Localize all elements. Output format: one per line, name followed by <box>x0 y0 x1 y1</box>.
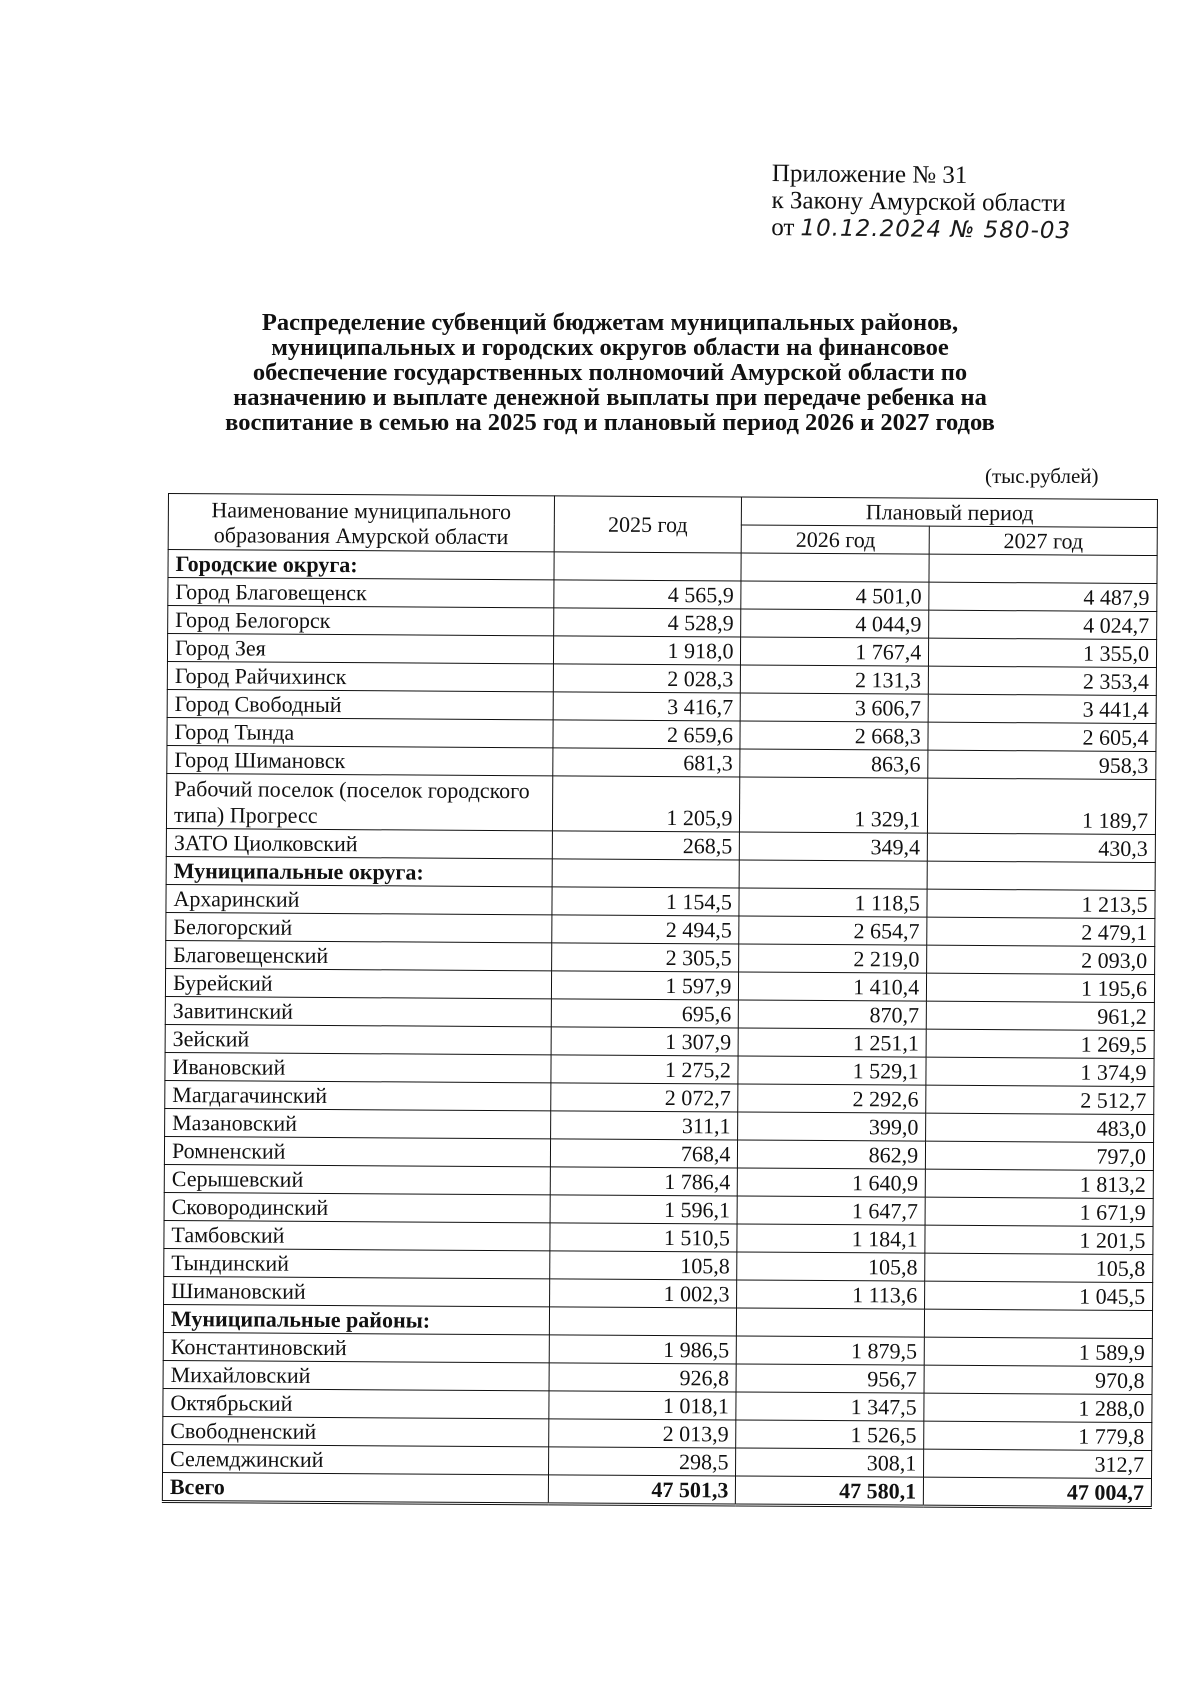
total-2027: 47 004,7 <box>924 1477 1152 1507</box>
total-2026: 47 580,1 <box>736 1476 924 1506</box>
value-2027: 4 487,9 <box>929 582 1157 611</box>
municipality-name: Селемджинский <box>163 1444 549 1474</box>
value-2025: 1 154,5 <box>552 887 740 916</box>
value-2026: 1 184,1 <box>737 1224 925 1253</box>
value-2027: 1 045,5 <box>925 1281 1153 1310</box>
value-2025: 1 275,2 <box>551 1055 739 1084</box>
value-2026: 399,0 <box>738 1112 926 1141</box>
value-2027: 1 201,5 <box>925 1225 1153 1254</box>
value-2027: 1 189,7 <box>928 778 1156 834</box>
value-2025: 2 494,5 <box>551 915 739 944</box>
value-2027: 2 605,4 <box>928 722 1156 751</box>
municipality-name: Октябрьский <box>163 1388 549 1418</box>
municipality-name: Город Благовещенск <box>168 578 554 608</box>
value-2027: 970,8 <box>924 1365 1152 1394</box>
value-2026: 1 526,5 <box>736 1420 924 1449</box>
value-2027: 1 671,9 <box>925 1197 1153 1226</box>
header-municipality: Наименование муниципального образования Амурской области <box>168 494 554 552</box>
section-title: Муниципальные районы: <box>163 1304 549 1334</box>
municipality-name: Город Шимановск <box>167 745 553 775</box>
municipality-name: Завитинский <box>165 996 551 1026</box>
value-2026: 1 347,5 <box>736 1392 924 1421</box>
municipality-name: Город Свободный <box>167 689 553 719</box>
value-2025: 1 510,5 <box>550 1223 738 1252</box>
value-2026: 956,7 <box>736 1364 924 1393</box>
municipality-name: Бурейский <box>165 968 551 998</box>
value-2026: 2 219,0 <box>739 944 927 973</box>
value-2025: 1 205,9 <box>552 776 740 832</box>
units-label: (тыс.рублей) <box>985 464 1099 488</box>
value-2027: 2 353,4 <box>929 666 1157 695</box>
value-2025: 1 307,9 <box>551 1027 739 1056</box>
value-2025: 1 786,4 <box>550 1167 738 1196</box>
value-2025: 2 013,9 <box>548 1419 736 1448</box>
municipality-name: Константиновский <box>163 1332 549 1362</box>
value-2027: 2 479,1 <box>927 917 1155 946</box>
date-prefix: от <box>771 213 795 242</box>
municipality-name: Город Зея <box>167 634 553 664</box>
value-2026: 1 113,6 <box>737 1280 925 1309</box>
document-title <box>150 310 1070 435</box>
value-2027: 3 441,4 <box>928 694 1156 723</box>
value-2025: 1 018,1 <box>549 1391 737 1420</box>
value-2026: 349,4 <box>740 832 928 861</box>
value-2025: 768,4 <box>550 1139 738 1168</box>
value-2025: 1 918,0 <box>553 636 741 665</box>
handwritten-date-number: 10.12.2024 № 580-03 <box>800 215 1072 245</box>
table-row <box>166 773 1155 834</box>
value-2027: 1 374,9 <box>926 1057 1154 1086</box>
municipality-name: Город Тында <box>167 717 553 747</box>
value-2027: 105,8 <box>925 1253 1153 1282</box>
value-2027: 1 269,5 <box>926 1029 1154 1058</box>
value-2025: 695,6 <box>551 999 739 1028</box>
municipality-name: Тындинский <box>164 1248 550 1278</box>
value-2026: 3 606,7 <box>741 693 929 722</box>
value-2025: 2 028,3 <box>553 664 741 693</box>
title-line-4: назначению и выплате денежной выплаты при передаче ребенка на <box>233 384 987 411</box>
municipality-name: Серышевский <box>164 1164 550 1194</box>
value-2026: 4 501,0 <box>741 581 929 610</box>
municipality-name: Тамбовский <box>164 1220 550 1250</box>
appendix-number: Приложение № 31 <box>771 160 968 190</box>
municipality-name: Белогорский <box>166 912 552 942</box>
value-2025: 268,5 <box>552 831 740 860</box>
value-2025: 1 596,1 <box>550 1195 738 1224</box>
value-2025: 2 659,6 <box>553 720 741 749</box>
empty-cell <box>929 554 1157 583</box>
municipality-name: Рабочий поселок (поселок городского типа) Прогресс <box>166 773 552 830</box>
empty-cell <box>549 1307 737 1336</box>
value-2025: 298,5 <box>548 1447 736 1476</box>
value-2025: 2 305,5 <box>551 943 739 972</box>
value-2026: 862,9 <box>738 1140 926 1169</box>
value-2025: 311,1 <box>550 1111 738 1140</box>
subsidy-table <box>162 493 1158 1509</box>
value-2026: 4 044,9 <box>741 609 929 638</box>
value-2026: 2 668,3 <box>740 721 928 750</box>
section-title: Муниципальные округа: <box>166 856 552 886</box>
municipality-name: Мазановский <box>165 1108 551 1138</box>
value-2025: 3 416,7 <box>553 692 741 721</box>
value-2027: 2 512,7 <box>926 1085 1154 1114</box>
municipality-name: Город Райчихинск <box>167 661 553 691</box>
value-2027: 1 779,8 <box>924 1421 1152 1450</box>
value-2027: 958,3 <box>928 750 1156 779</box>
value-2025: 105,8 <box>549 1251 737 1280</box>
value-2027: 1 288,0 <box>924 1393 1152 1422</box>
header-2027: 2027 год <box>929 526 1157 555</box>
value-2025: 1 002,3 <box>549 1279 737 1308</box>
value-2027: 1 589,9 <box>924 1337 1152 1366</box>
value-2026: 1 529,1 <box>738 1056 926 1085</box>
value-2026: 1 640,9 <box>738 1168 926 1197</box>
municipality-name: Ивановский <box>165 1052 551 1082</box>
value-2025: 2 072,7 <box>550 1083 738 1112</box>
value-2025: 1 986,5 <box>549 1335 737 1364</box>
municipality-name: Свободненский <box>163 1416 549 1446</box>
header-2025: 2025 год <box>554 496 742 553</box>
value-2026: 1 410,4 <box>739 972 927 1001</box>
value-2027: 1 213,5 <box>927 889 1155 918</box>
value-2026: 1 647,7 <box>737 1196 925 1225</box>
value-2026: 105,8 <box>737 1252 925 1281</box>
value-2027: 961,2 <box>926 1001 1154 1030</box>
appendix-date-line <box>771 214 1071 245</box>
value-2026: 870,7 <box>739 1000 927 1029</box>
title-line-2: муниципальных и городских округов области на финансовое <box>271 334 949 361</box>
value-2025: 926,8 <box>549 1363 737 1392</box>
municipality-name: Шимановский <box>164 1276 550 1306</box>
municipality-name: Магдагачинский <box>165 1080 551 1110</box>
appendix-header <box>771 160 1072 245</box>
value-2027: 483,0 <box>926 1113 1154 1142</box>
empty-cell <box>927 861 1155 890</box>
title-line-5: воспитание в семью на 2025 год и плановый период 2026 и 2027 годов <box>225 409 995 436</box>
value-2025: 681,3 <box>552 748 740 777</box>
appendix-law-reference: к Закону Амурской области <box>771 186 1066 218</box>
empty-cell <box>552 859 740 888</box>
municipality-name: Благовещенский <box>166 940 552 970</box>
value-2027: 312,7 <box>924 1449 1152 1478</box>
total-label: Всего <box>162 1472 548 1503</box>
value-2026: 2 654,7 <box>739 916 927 945</box>
municipality-name: Город Белогорск <box>168 606 554 636</box>
value-2026: 863,6 <box>740 749 928 778</box>
value-2027: 1 355,0 <box>929 638 1157 667</box>
value-2027: 797,0 <box>926 1141 1154 1170</box>
value-2027: 1 813,2 <box>925 1169 1153 1198</box>
value-2026: 2 292,6 <box>738 1084 926 1113</box>
value-2026: 1 118,5 <box>739 888 927 917</box>
value-2026: 1 767,4 <box>741 637 929 666</box>
value-2025: 1 597,9 <box>551 971 739 1000</box>
header-2026: 2026 год <box>742 525 930 554</box>
title-line-1: Распределение субвенций бюджетам муниципальных районов, <box>261 309 959 336</box>
empty-cell <box>925 1309 1153 1338</box>
section-title: Городские округа: <box>168 550 554 580</box>
empty-cell <box>741 553 929 582</box>
empty-cell <box>554 552 742 581</box>
value-2026: 1 251,1 <box>739 1028 927 1057</box>
value-2026: 1 329,1 <box>740 777 928 833</box>
value-2027: 430,3 <box>927 833 1155 862</box>
empty-cell <box>737 1308 925 1337</box>
value-2025: 4 565,9 <box>553 580 741 609</box>
empty-cell <box>740 860 928 889</box>
value-2026: 308,1 <box>736 1448 924 1477</box>
municipality-name: Зейский <box>165 1024 551 1054</box>
total-2025: 47 501,3 <box>548 1475 736 1505</box>
municipality-name: Михайловский <box>163 1360 549 1390</box>
value-2027: 4 024,7 <box>929 610 1157 639</box>
value-2027: 1 195,6 <box>927 973 1155 1002</box>
municipality-name: Архаринский <box>166 884 552 914</box>
value-2025: 4 528,9 <box>553 608 741 637</box>
value-2026: 1 879,5 <box>737 1336 925 1365</box>
total-row <box>162 1472 1151 1507</box>
header-planned-period: Плановый период <box>742 497 1158 528</box>
value-2026: 2 131,3 <box>741 665 929 694</box>
municipality-name: Сковородинский <box>164 1192 550 1222</box>
title-line-3: обеспечение государственных полномочий Амурской области по <box>252 359 968 386</box>
municipality-name: Ромненский <box>164 1136 550 1166</box>
municipality-name: ЗАТО Циолковский <box>166 828 552 858</box>
value-2027: 2 093,0 <box>927 945 1155 974</box>
